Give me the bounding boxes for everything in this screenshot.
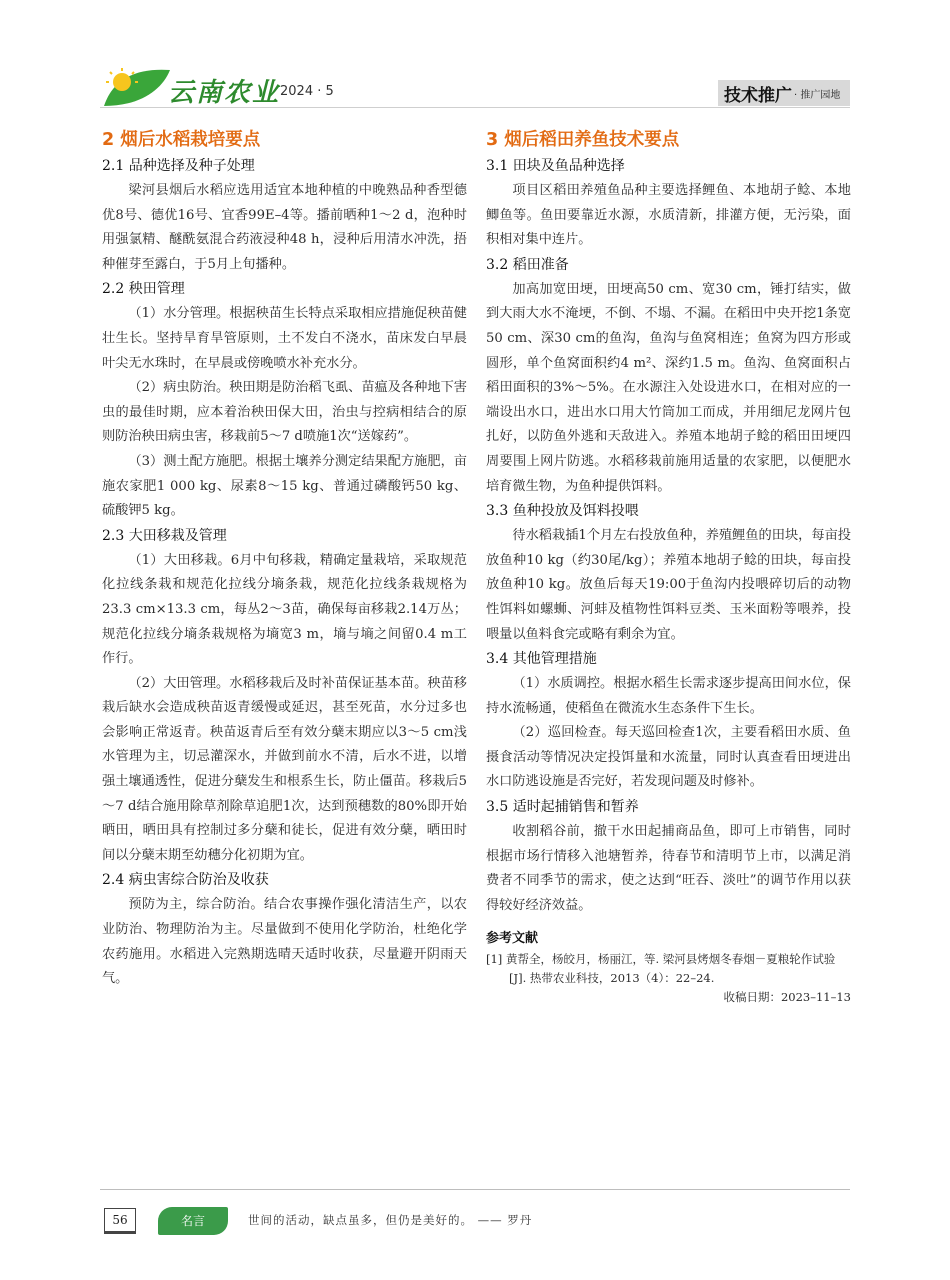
sun-leaf-logo-icon	[100, 66, 172, 110]
section-sub-label: · 推广园地	[794, 89, 841, 101]
subsection-heading: 3.1 田块及鱼品种选择	[486, 158, 625, 174]
paragraph: （2）大田管理。水稻移栽后及时补苗保证基本苗。秧苗移栽后缺水会造成秧苗返青缓慢或延迟，甚至死苗，水分过多也会影响正常返青。秧苗返青后至有效分蘖末期应以3～5 cm浅水管理为主，切忌灌深水，并做到前水不清，后水不进，以增强土壤通透性，促进分蘖发生和根系生长，防止僵苗。移栽后5～7 d结合施用除草剂除草追肥1次，达到预穗数的80%即开始晒田，晒田具有控制过多分蘖和徒长，促进有效分蘖，晒田时间以分蘖末期至幼穗分化初期为宜。	[102, 675, 467, 863]
right-column	[486, 126, 851, 1007]
paragraph: （2）巡回检查。每天巡回检查1次，主要看稻田水质、鱼摄食活动等情况决定投饵量和水流量，同时认真查看田埂进出水口防逃设施是否完好，若发现问题及时修补。	[486, 725, 851, 790]
subsection-heading: 3.4 其他管理措施	[486, 651, 597, 668]
paragraph: 收割稻谷前，撤干水田起捕商品鱼，即可上市销售，同时根据市场行情移入池塘暂养，待春节和清明节上市，以满足消费者不同季节的需求，使之达到“旺吞、淡吐”的调节作用以获得较好经济效益。	[486, 824, 851, 913]
page-number: 56	[104, 1208, 136, 1234]
subsection-heading: 2.3 大田移栽及管理	[102, 527, 227, 544]
reference-item: [1] 黄帮全，杨皎月，杨丽江，等. 梁河县烤烟冬春烟－夏粮轮作试验 [J]. 热带农业科技，2013（4）：22–24.	[486, 952, 836, 986]
header-divider	[100, 107, 850, 108]
subsection-heading: 3.5 适时起捕销售和暂养	[486, 799, 639, 816]
section-label	[718, 80, 850, 106]
subsection-heading: 2.2 秧田管理	[102, 281, 185, 298]
quote-tag: 名言	[158, 1207, 228, 1235]
paragraph: （1）大田移栽。6月中旬移栽，精确定量栽培，采取规范化拉线条栽和规范化拉线分墒条栽，规范化拉线条栽规格为23.3 cm×13.3 cm，每丛2～3苗，确保每亩移栽2.14万丛；规范化拉线分墒条栽规格为墒宽3 m，墒与墒之间留0.4 m工作行。	[102, 552, 467, 667]
paragraph: （1）水分管理。根据秧苗生长特点采取相应措施促秧苗健壮生长。坚持旱育旱管原则，土不发白不浇水，苗床发白早晨叶尖无水珠时，在早晨或傍晚喷水补充水分。	[102, 306, 467, 371]
subsection-heading: 2.1 品种选择及种子处理	[102, 158, 255, 174]
paragraph: 项目区稻田养殖鱼品种主要选择鲤鱼、本地胡子鲶、本地鲫鱼等。鱼田要靠近水源，水质清新，排灌方便，无污染，面积相对集中连片。	[486, 183, 851, 248]
left-column	[102, 126, 467, 992]
paragraph: 待水稻栽插1个月左右投放鱼种，养殖鲤鱼的田块，每亩投放鱼种10 kg（约30尾/kg）；养殖本地胡子鲶的田块，每亩投放鱼种10 kg。放鱼后每天19:00于鱼沟内投喂碎切后的动物性饵料如螺蛳、河蚌及植物性饵料豆类、玉米面粉等喂养，投喂量以鱼料食完或略有剩余为宜。	[486, 528, 851, 642]
section-heading: 2 烟后水稻栽培要点	[102, 130, 261, 150]
section-heading: 3 烟后稻田养鱼技术要点	[486, 130, 680, 150]
received-date: 收稿日期：2023–11–13	[723, 990, 851, 1005]
paragraph: 加高加宽田埂，田埂高50 cm、宽30 cm，锤打结实，做到大雨大水不淹埂，不倒、不塌、不漏。在稻田中央开挖1条宽50 cm、深30 cm的鱼沟，鱼沟与鱼窝相连；鱼窝为四方形或圆形，单个鱼窝面积约4 m²、深约1.5 m。鱼沟、鱼窝面积占稻田面积的3%～5%。在水源注入处设进水口，在相对应的一端设出水口，进出水口用大竹筒加工而成，并用细尼龙网片包扎好，以防鱼外逃和天敌进入。养殖本地胡子鲶的稻田田埂四周要围上网片防逃。水稻移栽前施用适量的农家肥，以便肥水培育微生物，为鱼种提供饵料。	[486, 281, 851, 494]
subsection-heading: 3.3 鱼种投放及饵料投喂	[486, 503, 639, 520]
paragraph: （2）病虫防治。秧田期是防治稻飞虱、苗瘟及各种地下害虫的最佳时期，应本着治秧田保大田，治虫与控病相结合的原则防治秧田病虫害，移栽前5～7 d喷施1次“送嫁药”。	[102, 380, 467, 445]
subsection-heading: 2.4 病虫害综合防治及收获	[102, 872, 269, 889]
section-main-label: 技术推广	[724, 85, 792, 106]
paragraph: （3）测土配方施肥。根据土壤养分测定结果配方施肥，亩施农家肥1 000 kg、尿素8～15 kg、普通过磷酸钙50 kg、硫酸钾5 kg。	[102, 453, 467, 519]
issue-number: 2024 · 5	[280, 84, 334, 99]
subsection-heading: 3.2 稻田准备	[486, 256, 569, 273]
paragraph: 预防为主，综合防治。结合农事操作强化清洁生产，以农业防治、物理防治为主。尽量做到不使用化学防治，杜绝化学农药施用。水稻进入完熟期选晴天适时收获，尽量避开阴雨天气。	[102, 897, 467, 987]
paragraph: 梁河县烟后水稻应选用适宜本地种植的中晚熟品种香型德优8号、德优16号、宜香99E–4等。播前晒种1～2 d，泡种时用强氯精、醚酰氨混合药液浸种48 h，浸种后用清水冲洗，捂种催芽至露白，于5月上旬播种。	[102, 183, 467, 272]
references-heading: 参考文献	[486, 931, 539, 947]
footer-divider	[100, 1189, 850, 1190]
paragraph: （1）水质调控。根据水稻生长需求逐步提高田间水位，保持水流畅通，使稻鱼在微流水生态条件下生长。	[486, 676, 851, 716]
footer-quote: 世间的活动，缺点虽多，但仍是美好的。 —— 罗丹	[248, 1213, 533, 1227]
journal-name: 云南农业	[168, 78, 281, 108]
